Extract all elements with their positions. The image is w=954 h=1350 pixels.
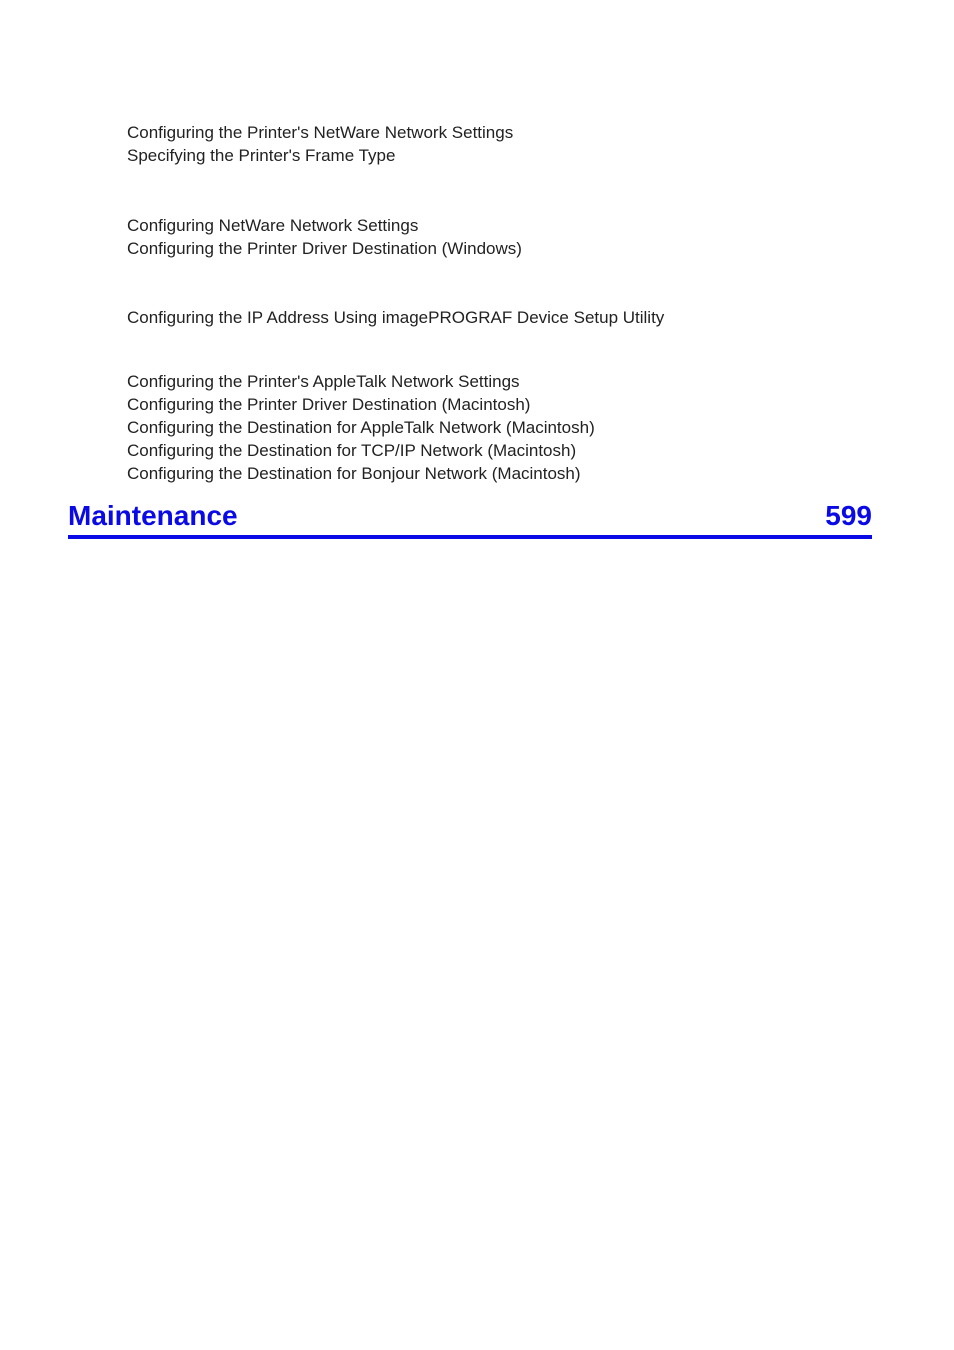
toc-group-macintosh	[127, 370, 595, 485]
toc-group-netware-computer	[127, 214, 522, 260]
toc-entry[interactable]: Configuring the Destination for Bonjour Network (Macintosh)	[127, 464, 581, 483]
toc-entry[interactable]: Configuring the Printer's AppleTalk Network Settings	[127, 372, 520, 391]
toc-entry[interactable]: Configuring the Printer Driver Destination (Macintosh)	[127, 395, 531, 414]
toc-entry[interactable]: Configuring the Printer's NetWare Network Settings	[127, 123, 514, 142]
toc-group-netware-printer	[127, 121, 513, 167]
chapter-title: Maintenance	[68, 500, 238, 531]
toc-entry[interactable]: Configuring the Printer Driver Destination (Windows)	[127, 239, 522, 258]
toc-entry[interactable]: Configuring NetWare Network Settings	[127, 216, 419, 235]
toc-entry[interactable]: Configuring the Destination for AppleTalk Network (Macintosh)	[127, 418, 595, 437]
toc-entry[interactable]: Configuring the Destination for TCP/IP Network (Macintosh)	[127, 441, 577, 460]
toc-group-ip-address	[127, 306, 664, 329]
chapter-page-number: 599	[825, 500, 872, 531]
chapter-heading-link[interactable]	[68, 498, 872, 539]
toc-entry[interactable]: Specifying the Printer's Frame Type	[127, 146, 396, 165]
toc-entry[interactable]: Configuring the IP Address Using imagePROGRAF Device Setup Utility	[127, 308, 665, 327]
